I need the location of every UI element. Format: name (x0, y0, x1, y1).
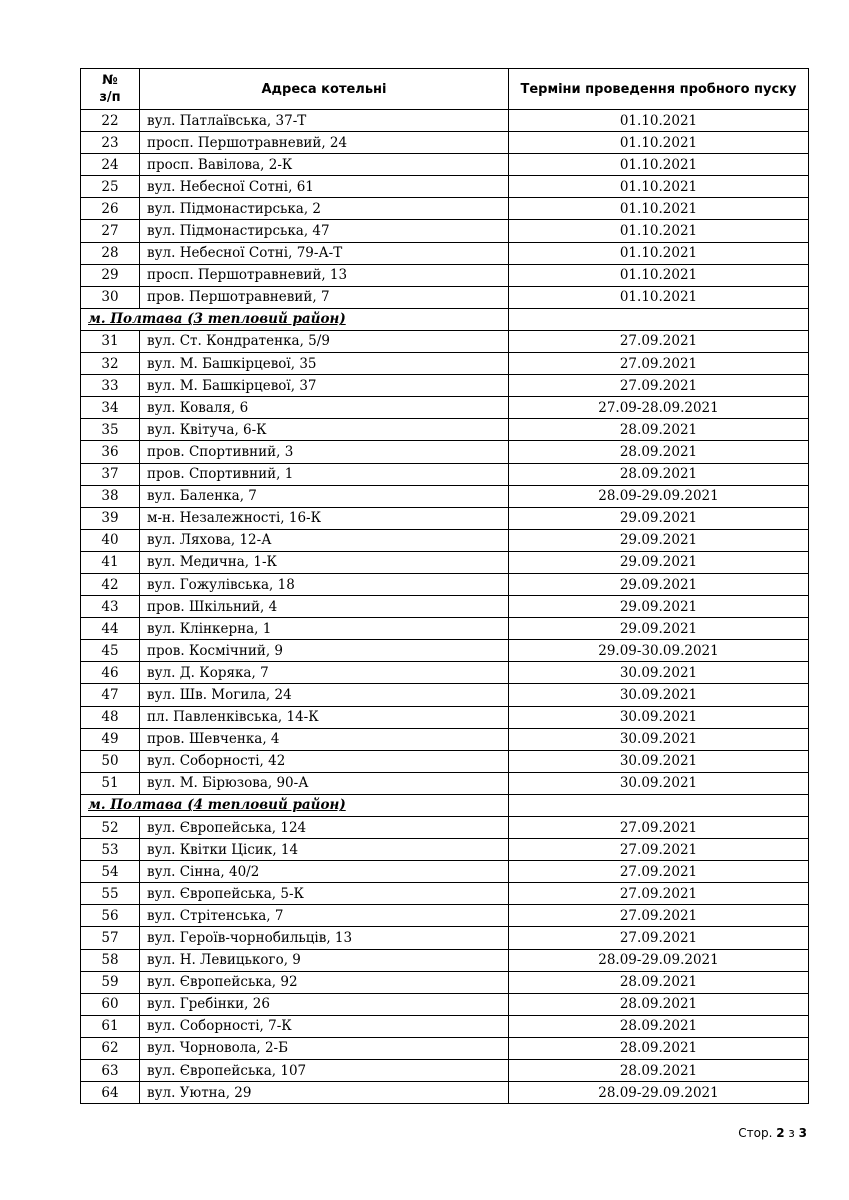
row-number-cell: 27 (81, 220, 140, 242)
table-row (81, 375, 809, 397)
address-cell: вул. Європейська, 107 (140, 1060, 509, 1082)
address-cell: пров. Космічний, 9 (140, 640, 509, 662)
row-number-cell: 28 (81, 242, 140, 264)
row-number-cell: 61 (81, 1015, 140, 1037)
date-cell: 01.10.2021 (509, 264, 809, 286)
address-cell: вул. Квітки Цісик, 14 (140, 839, 509, 861)
address-cell: вул. Соборності, 7-К (140, 1015, 509, 1037)
table-row (81, 949, 809, 971)
date-cell: 01.10.2021 (509, 242, 809, 264)
table-row (81, 839, 809, 861)
row-number-cell: 30 (81, 286, 140, 308)
page-number-footer (738, 1126, 807, 1140)
date-cell: 30.09.2021 (509, 750, 809, 772)
row-number-cell: 45 (81, 640, 140, 662)
column-header-number: № з/п (81, 69, 140, 110)
address-cell: вул. Клінкерна, 1 (140, 618, 509, 640)
table-row (81, 264, 809, 286)
address-cell: вул. Уютна, 29 (140, 1082, 509, 1104)
table-row (81, 817, 809, 839)
table-row (81, 971, 809, 993)
date-cell: 29.09.2021 (509, 573, 809, 595)
date-cell: 27.09-28.09.2021 (509, 397, 809, 419)
row-number-cell: 59 (81, 971, 140, 993)
row-number-cell: 32 (81, 353, 140, 375)
table-row (81, 419, 809, 441)
table-row (81, 905, 809, 927)
table-row (81, 706, 809, 728)
date-cell: 28.09-29.09.2021 (509, 485, 809, 507)
date-cell: 01.10.2021 (509, 110, 809, 132)
date-cell: 27.09.2021 (509, 883, 809, 905)
row-number-cell: 29 (81, 264, 140, 286)
address-cell: просп. Першотравневий, 24 (140, 132, 509, 154)
table-row (81, 1082, 809, 1104)
row-number-cell: 41 (81, 551, 140, 573)
table-row (81, 242, 809, 264)
date-cell: 30.09.2021 (509, 772, 809, 794)
row-number-cell: 57 (81, 927, 140, 949)
date-cell: 28.09-29.09.2021 (509, 1082, 809, 1104)
section-row (81, 794, 809, 816)
date-cell: 27.09.2021 (509, 861, 809, 883)
table-row (81, 154, 809, 176)
row-number-cell: 40 (81, 529, 140, 551)
row-number-cell: 39 (81, 507, 140, 529)
table-row (81, 198, 809, 220)
address-cell: вул. Н. Левицького, 9 (140, 949, 509, 971)
table-row (81, 993, 809, 1015)
table-body (81, 110, 809, 1104)
row-number-cell: 58 (81, 949, 140, 971)
address-cell: просп. Першотравневий, 13 (140, 264, 509, 286)
address-cell: вул. М. Башкірцевої, 37 (140, 375, 509, 397)
date-cell: 27.09.2021 (509, 817, 809, 839)
row-number-cell: 60 (81, 993, 140, 1015)
date-cell: 01.10.2021 (509, 220, 809, 242)
date-cell: 01.10.2021 (509, 176, 809, 198)
date-cell: 30.09.2021 (509, 662, 809, 684)
date-cell: 28.09.2021 (509, 463, 809, 485)
date-cell: 27.09.2021 (509, 375, 809, 397)
address-cell: просп. Вавілова, 2-К (140, 154, 509, 176)
address-cell: пл. Павленківська, 14-К (140, 706, 509, 728)
table-row (81, 618, 809, 640)
address-cell: вул. Європейська, 5-К (140, 883, 509, 905)
date-cell: 27.09.2021 (509, 927, 809, 949)
table-row (81, 330, 809, 352)
footer-prefix: Стор. (738, 1126, 773, 1140)
address-cell: вул. Квітуча, 6-К (140, 419, 509, 441)
address-cell: вул. Європейська, 92 (140, 971, 509, 993)
footer-total-pages: 3 (798, 1126, 807, 1140)
row-number-cell: 64 (81, 1082, 140, 1104)
row-number-cell: 54 (81, 861, 140, 883)
date-cell: 29.09.2021 (509, 529, 809, 551)
section-empty-cell (509, 308, 809, 330)
row-number-cell: 62 (81, 1037, 140, 1059)
row-number-cell: 56 (81, 905, 140, 927)
date-cell: 29.09.2021 (509, 507, 809, 529)
address-cell: вул. М. Башкірцевої, 35 (140, 353, 509, 375)
address-cell: м-н. Незалежності, 16-К (140, 507, 509, 529)
section-title: м. Полтава (4 тепловий район) (81, 794, 509, 816)
table-row (81, 573, 809, 595)
date-cell: 30.09.2021 (509, 684, 809, 706)
row-number-cell: 31 (81, 330, 140, 352)
address-cell: вул. Гожулівська, 18 (140, 573, 509, 595)
table-row (81, 861, 809, 883)
row-number-cell: 42 (81, 573, 140, 595)
row-number-cell: 52 (81, 817, 140, 839)
table-row (81, 441, 809, 463)
section-row (81, 308, 809, 330)
row-number-cell: 63 (81, 1060, 140, 1082)
row-number-cell: 35 (81, 419, 140, 441)
row-number-cell: 50 (81, 750, 140, 772)
date-cell: 27.09.2021 (509, 839, 809, 861)
row-number-cell: 34 (81, 397, 140, 419)
table-header-row (81, 69, 809, 110)
address-cell: вул. Героїв-чорнобильців, 13 (140, 927, 509, 949)
address-cell: вул. Соборності, 42 (140, 750, 509, 772)
table-row (81, 684, 809, 706)
date-cell: 28.09.2021 (509, 419, 809, 441)
table-row (81, 927, 809, 949)
address-cell: пров. Спортивний, 1 (140, 463, 509, 485)
date-cell: 01.10.2021 (509, 286, 809, 308)
date-cell: 27.09.2021 (509, 330, 809, 352)
table-row (81, 529, 809, 551)
footer-page-number: 2 (776, 1126, 785, 1140)
boiler-schedule-table (80, 68, 809, 1104)
address-cell: вул. Небесної Сотні, 79-А-Т (140, 242, 509, 264)
table-row (81, 176, 809, 198)
table-row (81, 728, 809, 750)
row-number-cell: 46 (81, 662, 140, 684)
section-empty-cell (509, 794, 809, 816)
date-cell: 01.10.2021 (509, 198, 809, 220)
date-cell: 29.09.2021 (509, 596, 809, 618)
address-cell: пров. Спортивний, 3 (140, 441, 509, 463)
row-number-cell: 26 (81, 198, 140, 220)
table-row (81, 397, 809, 419)
date-cell: 28.09.2021 (509, 971, 809, 993)
address-cell: вул. Коваля, 6 (140, 397, 509, 419)
table-row (81, 507, 809, 529)
row-number-cell: 43 (81, 596, 140, 618)
row-number-cell: 38 (81, 485, 140, 507)
date-cell: 27.09.2021 (509, 905, 809, 927)
date-cell: 01.10.2021 (509, 132, 809, 154)
date-cell: 01.10.2021 (509, 154, 809, 176)
row-number-cell: 48 (81, 706, 140, 728)
address-cell: вул. Д. Коряка, 7 (140, 662, 509, 684)
row-number-cell: 25 (81, 176, 140, 198)
address-cell: вул. Гребінки, 26 (140, 993, 509, 1015)
table-row (81, 596, 809, 618)
date-cell: 28.09.2021 (509, 1037, 809, 1059)
row-number-cell: 44 (81, 618, 140, 640)
address-cell: вул. Небесної Сотні, 61 (140, 176, 509, 198)
date-cell: 28.09.2021 (509, 441, 809, 463)
date-cell: 29.09.2021 (509, 551, 809, 573)
address-cell: пров. Першотравневий, 7 (140, 286, 509, 308)
row-number-cell: 24 (81, 154, 140, 176)
date-cell: 30.09.2021 (509, 728, 809, 750)
table-row (81, 772, 809, 794)
table-row (81, 551, 809, 573)
address-cell: вул. Підмонастирська, 47 (140, 220, 509, 242)
table-row (81, 220, 809, 242)
row-number-cell: 49 (81, 728, 140, 750)
address-cell: пров. Шкільний, 4 (140, 596, 509, 618)
date-cell: 28.09.2021 (509, 993, 809, 1015)
row-number-cell: 55 (81, 883, 140, 905)
table-row (81, 640, 809, 662)
table-row (81, 110, 809, 132)
date-cell: 27.09.2021 (509, 353, 809, 375)
date-cell: 29.09-30.09.2021 (509, 640, 809, 662)
table-row (81, 883, 809, 905)
address-cell: вул. М. Бірюзова, 90-А (140, 772, 509, 794)
address-cell: вул. Сінна, 40/2 (140, 861, 509, 883)
address-cell: вул. Патлаївська, 37-Т (140, 110, 509, 132)
date-cell: 29.09.2021 (509, 618, 809, 640)
table-row (81, 1037, 809, 1059)
row-number-cell: 33 (81, 375, 140, 397)
table-row (81, 1015, 809, 1037)
row-number-cell: 36 (81, 441, 140, 463)
table-row (81, 485, 809, 507)
table-row (81, 750, 809, 772)
row-number-cell: 22 (81, 110, 140, 132)
column-header-dates: Терміни проведення пробного пуску (509, 69, 809, 110)
address-cell: вул. Баленка, 7 (140, 485, 509, 507)
table-row (81, 353, 809, 375)
row-number-cell: 37 (81, 463, 140, 485)
address-cell: вул. Підмонастирська, 2 (140, 198, 509, 220)
table-row (81, 662, 809, 684)
table-row (81, 1060, 809, 1082)
row-number-cell: 53 (81, 839, 140, 861)
address-cell: вул. Шв. Могила, 24 (140, 684, 509, 706)
date-cell: 28.09.2021 (509, 1015, 809, 1037)
address-cell: вул. Ст. Кондратенка, 5/9 (140, 330, 509, 352)
address-cell: вул. Медична, 1-К (140, 551, 509, 573)
date-cell: 28.09-29.09.2021 (509, 949, 809, 971)
document-page (80, 68, 808, 1104)
row-number-cell: 51 (81, 772, 140, 794)
row-number-cell: 47 (81, 684, 140, 706)
table-row (81, 463, 809, 485)
column-header-address: Адреса котельні (140, 69, 509, 110)
address-cell: пров. Шевченка, 4 (140, 728, 509, 750)
table-row (81, 132, 809, 154)
address-cell: вул. Стрітенська, 7 (140, 905, 509, 927)
row-number-cell: 23 (81, 132, 140, 154)
table-row (81, 286, 809, 308)
address-cell: вул. Чорновола, 2-Б (140, 1037, 509, 1059)
date-cell: 28.09.2021 (509, 1060, 809, 1082)
section-title: м. Полтава (3 тепловий район) (81, 308, 509, 330)
address-cell: вул. Ляхова, 12-А (140, 529, 509, 551)
address-cell: вул. Європейська, 124 (140, 817, 509, 839)
date-cell: 30.09.2021 (509, 706, 809, 728)
footer-separator: з (788, 1126, 795, 1140)
